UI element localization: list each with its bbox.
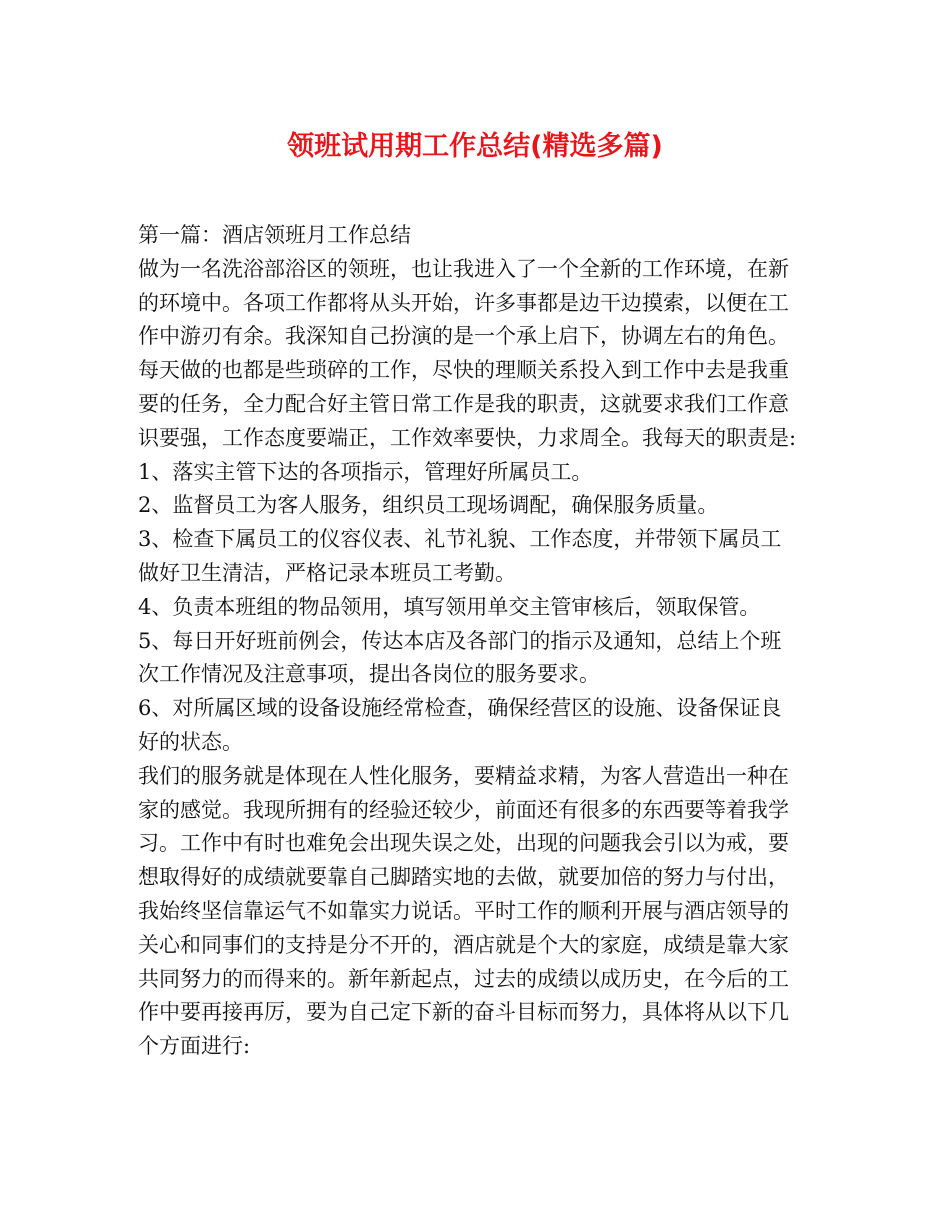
text-line: 识要强，工作态度要端正，工作效率要快，力求周全。我每天的职责是: <box>138 425 797 450</box>
list-item-5-continued: 次工作情况及注意事项，提出各岗位的服务要求。 <box>138 662 600 687</box>
list-item-1: 1、落实主管下达的各项指示，管理好所属员工。 <box>138 459 593 484</box>
document-title: 领班试用期工作总结(精选多篇) <box>287 131 663 162</box>
text-line: 习。工作中有时也难免会出现失误之处，出现的问题我会引以为戒，要 <box>138 831 789 856</box>
text-line: 个方面进行: <box>138 1034 251 1059</box>
text-line: 关心和同事们的支持是分不开的，酒店就是个大的家庭，成绩是靠大家 <box>138 932 789 957</box>
section-heading: 第一篇：酒店领班月工作总结 <box>138 223 411 247</box>
text-line: 共同努力的而得来的。新年新起点，过去的成绩以成历史，在今后的工 <box>138 966 789 991</box>
list-item-4: 4、负责本班组的物品领用，填写领用单交主管审核后，领取保管。 <box>138 594 761 619</box>
list-item-5: 5、每日开好班前例会，传达本店及各部门的指示及通知，总结上个班 <box>138 628 782 653</box>
text-line: 每天做的也都是些琐碎的工作，尽快的理顺关系投入到工作中去是我重 <box>138 358 789 383</box>
list-item-6: 6、对所属区域的设备设施经常检查，确保经营区的设施、设备保证良 <box>138 696 782 721</box>
document-body <box>138 219 828 1064</box>
text-line: 想取得好的成绩就要靠自己脚踏实地的去做，就要加倍的努力与付出， <box>138 865 789 890</box>
text-line: 我始终坚信靠运气不如靠实力说话。平时工作的顺利开展与酒店领导的 <box>138 898 789 923</box>
text-line: 要的任务，全力配合好主管日常工作是我的职责，这就要求我们工作意 <box>138 391 789 416</box>
list-item-3-continued: 做好卫生清洁，严格记录本班员工考勤。 <box>138 560 516 585</box>
text-line: 家的感觉。我现所拥有的经验还较少，前面还有很多的东西要等着我学 <box>138 797 789 822</box>
list-item-2: 2、监督员工为客人服务，组织员工现场调配，确保服务质量。 <box>138 493 719 518</box>
list-item-3: 3、检查下属员工的仪容仪表、礼节礼貌、工作态度，并带领下属员工 <box>138 527 782 552</box>
text-line: 我们的服务就是体现在人性化服务，要精益求精，为客人营造出一种在 <box>138 763 789 788</box>
text-line: 作中要再接再厉，要为自己定下新的奋斗目标而努力，具体将从以下几 <box>138 1000 789 1025</box>
list-item-6-continued: 好的状态。 <box>138 729 243 754</box>
text-line: 的环境中。各项工作都将从头开始，许多事都是边干边摸索，以便在工 <box>138 290 789 315</box>
text-line: 做为一名洗浴部浴区的领班，也让我进入了一个全新的工作环境，在新 <box>138 256 789 281</box>
text-line: 作中游刃有余。我深知自己扮演的是一个承上启下，协调左右的角色。 <box>138 324 789 349</box>
